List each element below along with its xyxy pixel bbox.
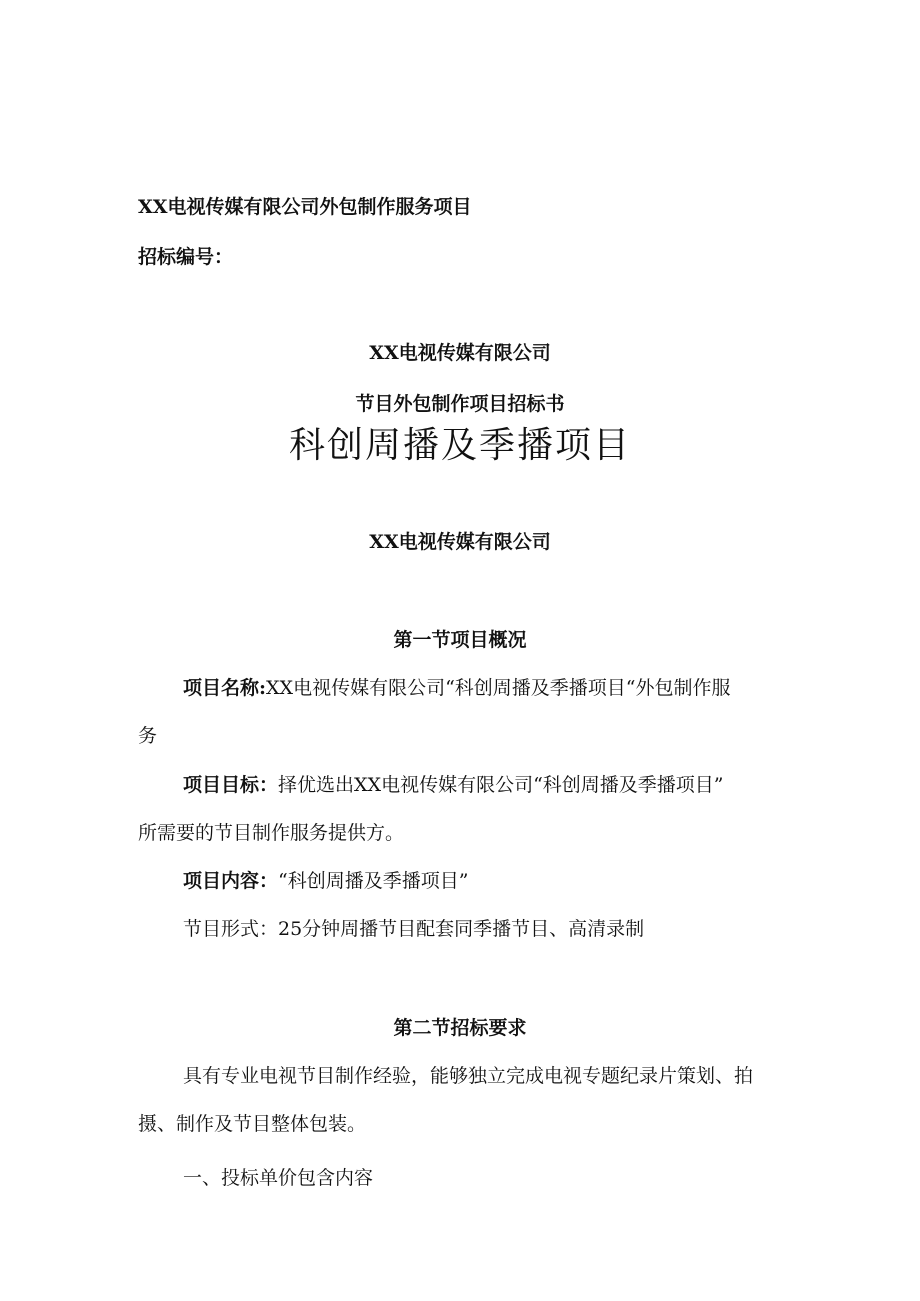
project-goal-value: 择优选出XX电视传媒有限公司“科创周播及季播项目” [278, 774, 724, 796]
section2-paragraph-line2: 摄、制作及节目整体包装。 [138, 1113, 367, 1135]
section2-sub-item: 一、投标单价包含内容 [183, 1167, 374, 1189]
project-content-label: 项目内容： [183, 870, 279, 892]
bid-number-label: 招标编号： [138, 246, 234, 268]
section2-heading: 第二节招标要求 [393, 1017, 527, 1039]
cover-main-title: 科创周播及季播项目 [288, 425, 631, 466]
cover-company-name: XX电视传媒有限公司 [369, 342, 551, 364]
cover-company-name-bottom: XX电视传媒有限公司 [369, 531, 551, 553]
project-goal-row [183, 773, 724, 797]
project-name-value-cont: 务 [138, 725, 158, 747]
cover-document-type: 节目外包制作项目招标书 [355, 393, 565, 415]
project-goal-label: 项目目标： [183, 774, 279, 796]
project-goal-value-cont: 所需要的节目制作服务提供方。 [138, 822, 405, 844]
project-name-header: XX电视传媒有限公司外包制作服务项目 [138, 196, 472, 218]
project-name-row [183, 676, 731, 700]
program-format: 节目形式：25分钟周播节目配套同季播节目、高清录制 [183, 918, 645, 940]
section1-heading: 第一节项目概况 [393, 629, 527, 651]
project-name-value: XX电视传媒有限公司“科创周播及季播项目“外包制作服 [266, 677, 731, 699]
section2-paragraph-line1: 具有专业电视节目制作经验，能够独立完成电视专题纪录片策划、拍 [183, 1065, 754, 1087]
project-content-row [183, 869, 468, 893]
project-name-label: 项目名称: [183, 677, 267, 699]
project-content-value: “科创周播及季播项目” [278, 870, 469, 892]
